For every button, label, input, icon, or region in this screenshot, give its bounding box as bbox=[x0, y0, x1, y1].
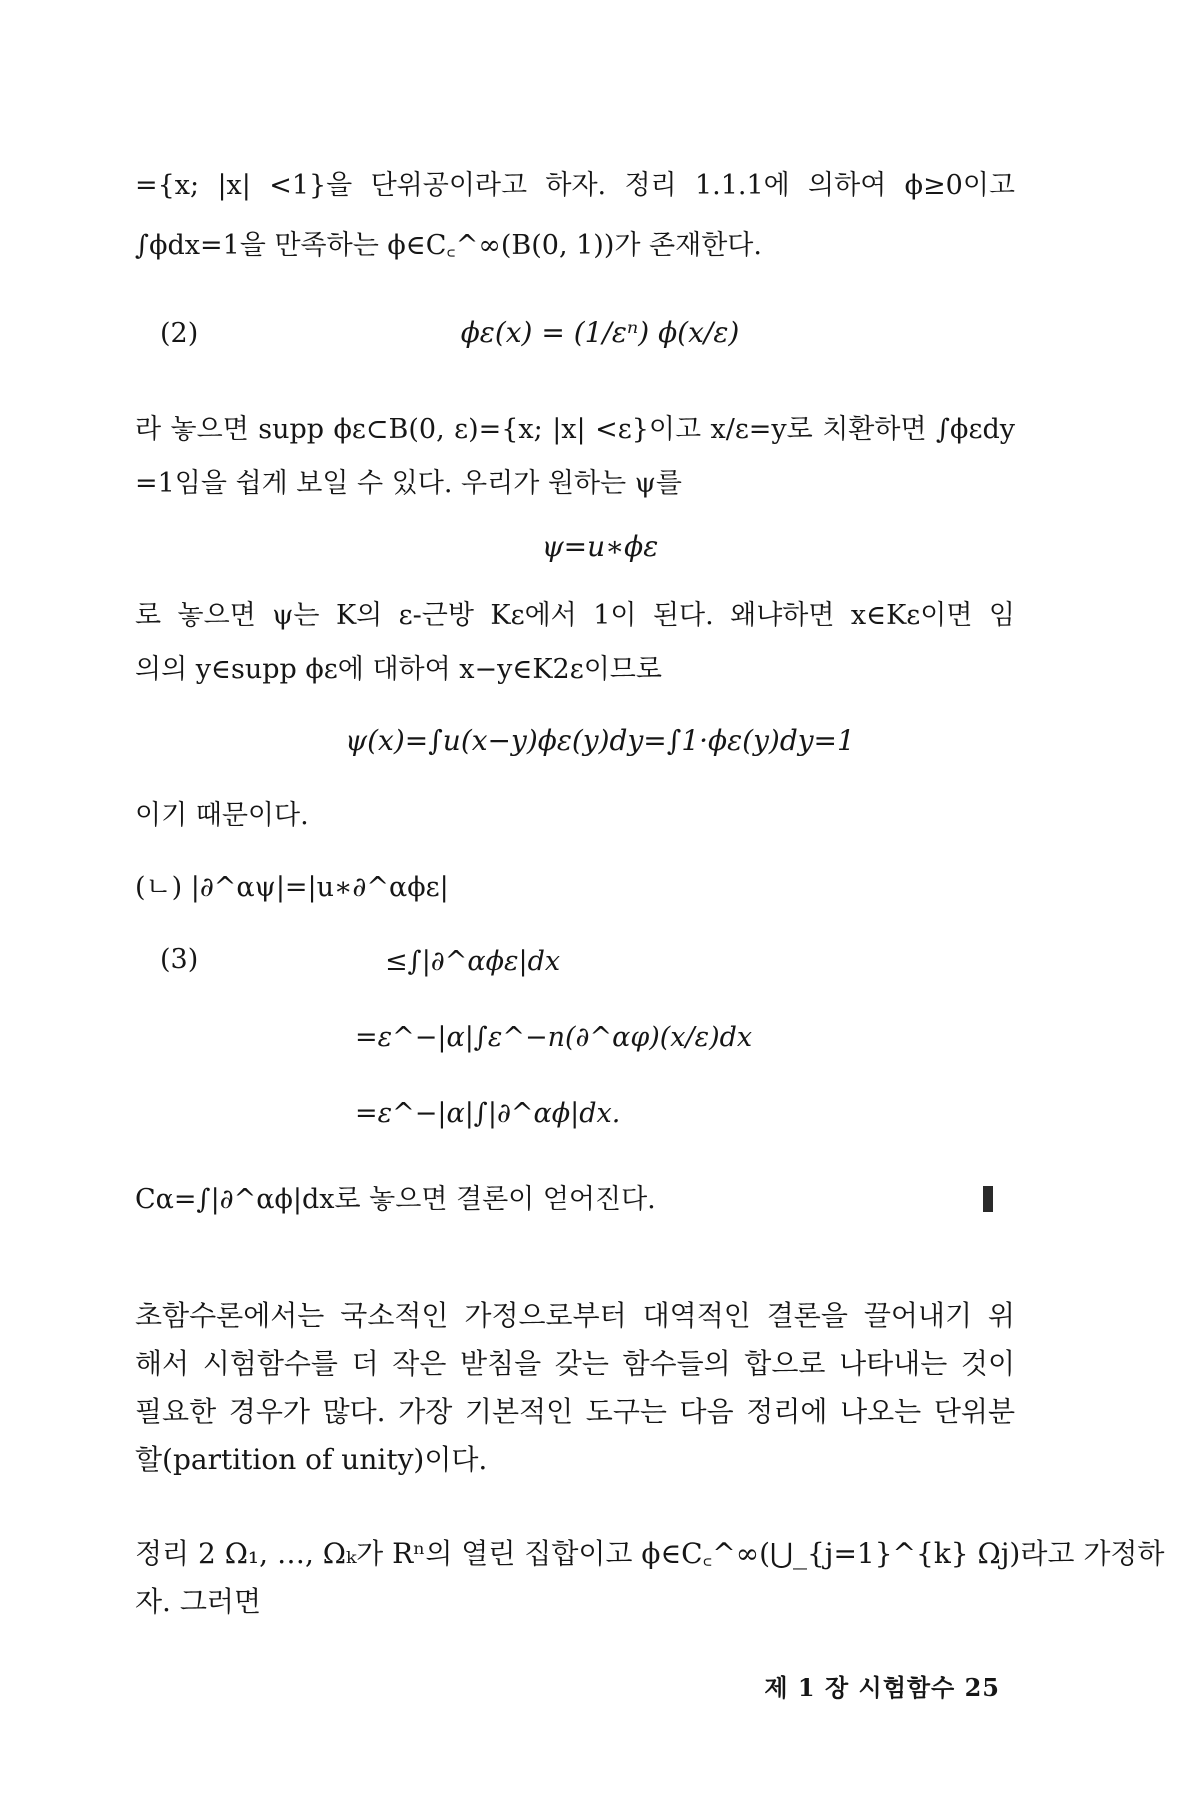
equation: =ε^−|α|∫ε^−n(∂^αφ)(x/ε)dx bbox=[355, 1022, 753, 1053]
paragraph-line: 할(partition of unity)이다. bbox=[135, 1443, 488, 1476]
equation: =ε^−|α|∫|∂^αϕ|dx. bbox=[355, 1098, 621, 1129]
text-line: =1임을 쉽게 보일 수 있다. 우리가 원하는 ψ를 bbox=[135, 468, 682, 499]
qed-mark bbox=[983, 1186, 993, 1212]
page-footer: 제 1 장 시험함수 25 bbox=[764, 1673, 1000, 1702]
equation: ≤∫|∂^αϕε|dx bbox=[385, 946, 561, 977]
paragraph-line: 필요한 경우가 많다. 가장 기본적인 도구는 다음 정리에 나오는 단위분 bbox=[135, 1395, 1015, 1428]
text-line: 이기 때문이다. bbox=[135, 800, 309, 831]
equation: ψ=u∗ϕε bbox=[541, 530, 659, 563]
text-line: ={x; |x| <1}을 단위공이라고 하자. 정리 1.1.1에 의하여 ϕ≥0이고 bbox=[135, 170, 1015, 201]
equation-number: (3) bbox=[160, 944, 199, 975]
paragraph-line: 해서 시험함수를 더 작은 받침을 갖는 함수들의 합으로 나타내는 것이 bbox=[135, 1347, 1015, 1380]
equation: ϕε(x) = (1/εⁿ) ϕ(x/ε) bbox=[460, 316, 740, 349]
theorem-line: 정리 2 Ω₁, …, Ωₖ가 Rⁿ의 열린 집합이고 ϕ∈C꜀^∞(⋃_{j=1}^{k} Ωj)라고 가정하 bbox=[135, 1537, 1165, 1570]
text-line: Cα=∫|∂^αϕ|dx로 놓으면 결론이 얻어진다. bbox=[135, 1184, 656, 1215]
text-line: 로 놓으면 ψ는 K의 ε-근방 Kε에서 1이 된다. 왜냐하면 x∈Kε이면 임 bbox=[135, 600, 1015, 631]
equation-number: (2) bbox=[160, 318, 199, 349]
theorem-line: 자. 그러면 bbox=[135, 1585, 261, 1618]
paragraph-line: 초함수론에서는 국소적인 가정으로부터 대역적인 결론을 끌어내기 위 bbox=[135, 1299, 1015, 1332]
text-line: (ㄴ) |∂^αψ|=|u∗∂^αϕε| bbox=[135, 872, 449, 903]
theorem bbox=[135, 1530, 1165, 1626]
equation: ψ(x)=∫u(x−y)ϕε(y)dy=∫1·ϕε(y)dy=1 bbox=[345, 724, 855, 757]
text-line: ∫ϕdx=1을 만족하는 ϕ∈C꜀^∞(B(0, 1))가 존재한다. bbox=[135, 230, 762, 261]
paragraph bbox=[135, 1292, 1015, 1484]
text-line: 라 놓으면 supp ϕε⊂B(0, ε)={x; |x| <ε}이고 x/ε=y로 치환하면 ∫ϕεdy bbox=[135, 414, 1015, 445]
text-line: 의의 y∈supp ϕε에 대하여 x−y∈K2ε이므로 bbox=[135, 654, 662, 685]
